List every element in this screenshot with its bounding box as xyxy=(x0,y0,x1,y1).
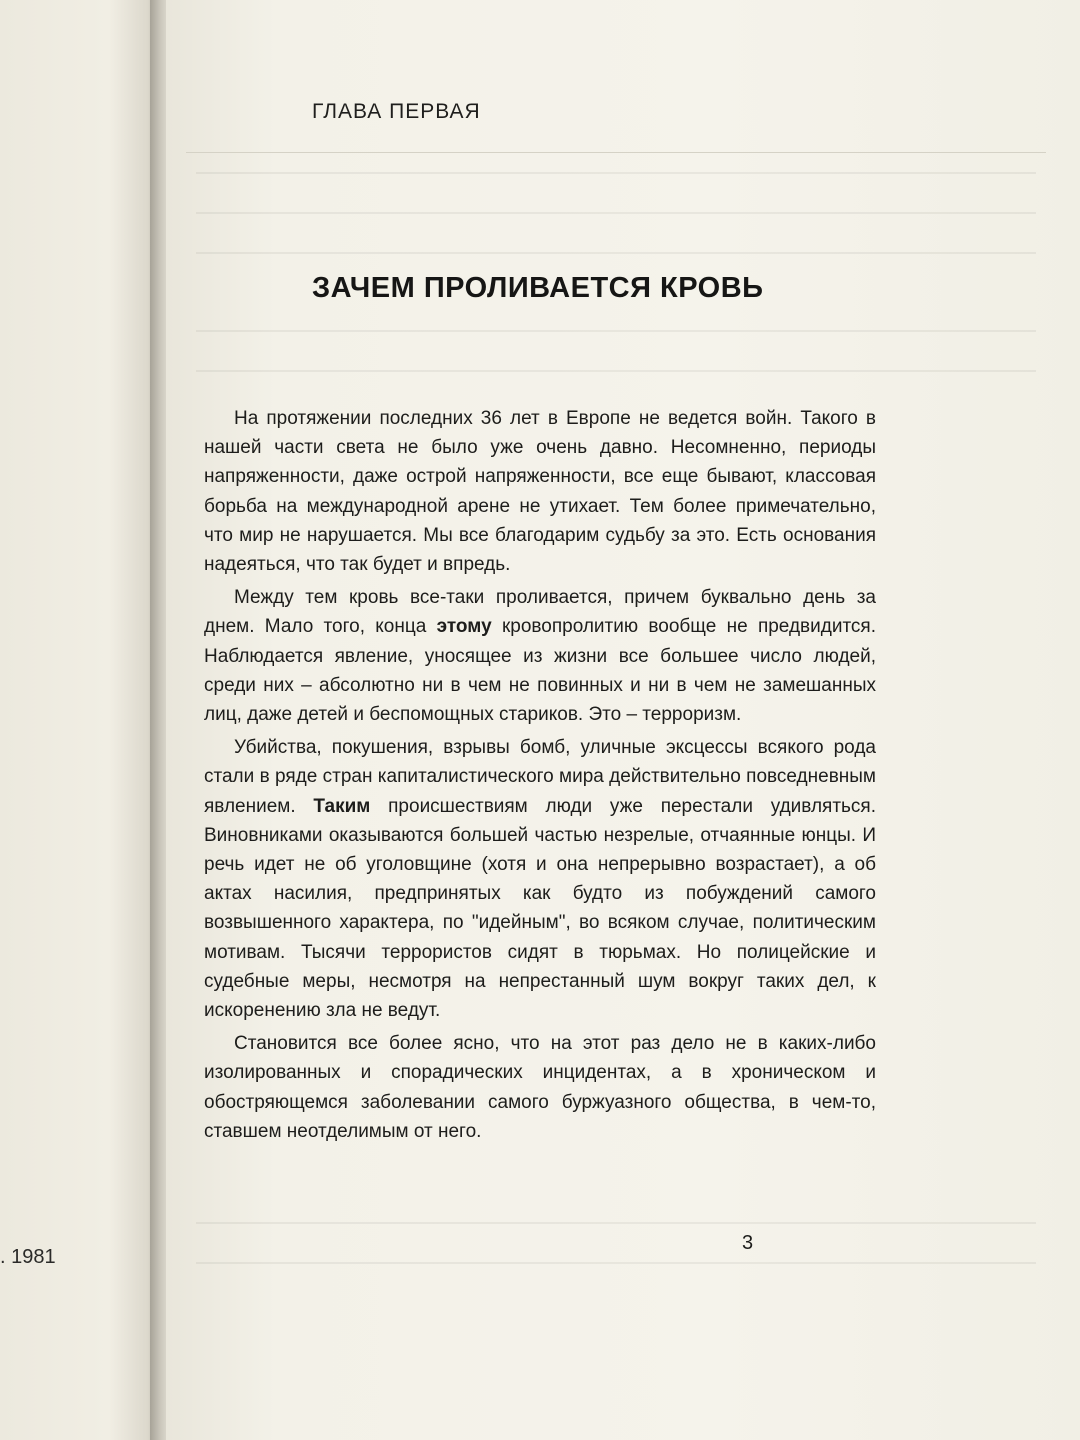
paragraph-2-bold: этому xyxy=(436,616,492,638)
previous-page-footer: . 1981 xyxy=(0,1246,56,1268)
show-through-line xyxy=(196,370,1036,372)
show-through-line xyxy=(196,330,1036,332)
paragraph-2-part-1: Между тем кровь все-таки проливается, причем буквально день за днем. Мало того, конца xyxy=(204,587,876,638)
body-text xyxy=(204,404,876,1150)
show-through-line xyxy=(196,1222,1036,1224)
paragraph-2-part-2: кровопролитию вообще не предвидится. Наблюдается явление, уносящее из жизни все большее число людей, среди них – абсолютно ни в чем не повинных и ни в чем не замешанных лиц, даже детей и беспомощных стариков. Это – терроризм. xyxy=(204,616,876,726)
paragraph-3-bold: Таким xyxy=(313,795,371,817)
paragraph-1: На протяжении последних 36 лет в Европе не ведется войн. Такого в нашей части света не было уже очень давно. Несомненно, периоды напряженности, даже острой напряженности, все еще бывают, классовая борьба на международной арене не утихает. Тем более примечательно, что мир не нарушается. Мы все благодарим судьбу за это. Есть основания надеяться, что так будет и впредь. xyxy=(204,408,876,576)
show-through-line xyxy=(196,212,1036,214)
page-number: 3 xyxy=(742,1232,754,1254)
show-through-line xyxy=(196,172,1036,174)
book-page xyxy=(166,0,1080,1440)
paragraph-3 xyxy=(204,733,876,1025)
paragraph-3-part-2: происшествиям люди уже перестали удивляться. Виновниками оказываются большей частью незрелые, отчаянные юнцы. И речь идет не об уголовщине (хотя и она непрерывно возрастает), а об актах насилия, предпринятых как будто из побуждений самого возвышенного характера, по "идейным", во всяком случае, политическим мотивам. Тысячи террористов сидят в тюрьмах. Но полицейские и судебные меры, несмотря на непрестанный шум вокруг таких дел, к искоренению зла не ведут. xyxy=(204,795,876,1022)
chapter-title: ЗАЧЕМ ПРОЛИВАЕТСЯ КРОВЬ xyxy=(312,272,764,304)
paragraph-2 xyxy=(204,583,876,729)
show-through-line xyxy=(196,252,1036,254)
show-through-line xyxy=(196,1262,1036,1264)
previous-page xyxy=(0,0,156,1440)
paragraph-4: Становится все более ясно, что на этот раз дело не в каких-либо изолированных и спорадических инцидентах, а в хроническом и обостряющемся заболевании самого буржуазного общества, в чем-то, ставшем неотделимым от него. xyxy=(204,1033,876,1142)
header-rule xyxy=(186,152,1046,153)
paragraph-3-part-1: Убийства, покушения, взрывы бомб, уличные эксцессы всякого рода стали в ряде стран капиталистического мира действительно повседневным явлением. xyxy=(204,737,876,817)
chapter-label: ГЛАВА ПЕРВАЯ xyxy=(312,100,481,123)
